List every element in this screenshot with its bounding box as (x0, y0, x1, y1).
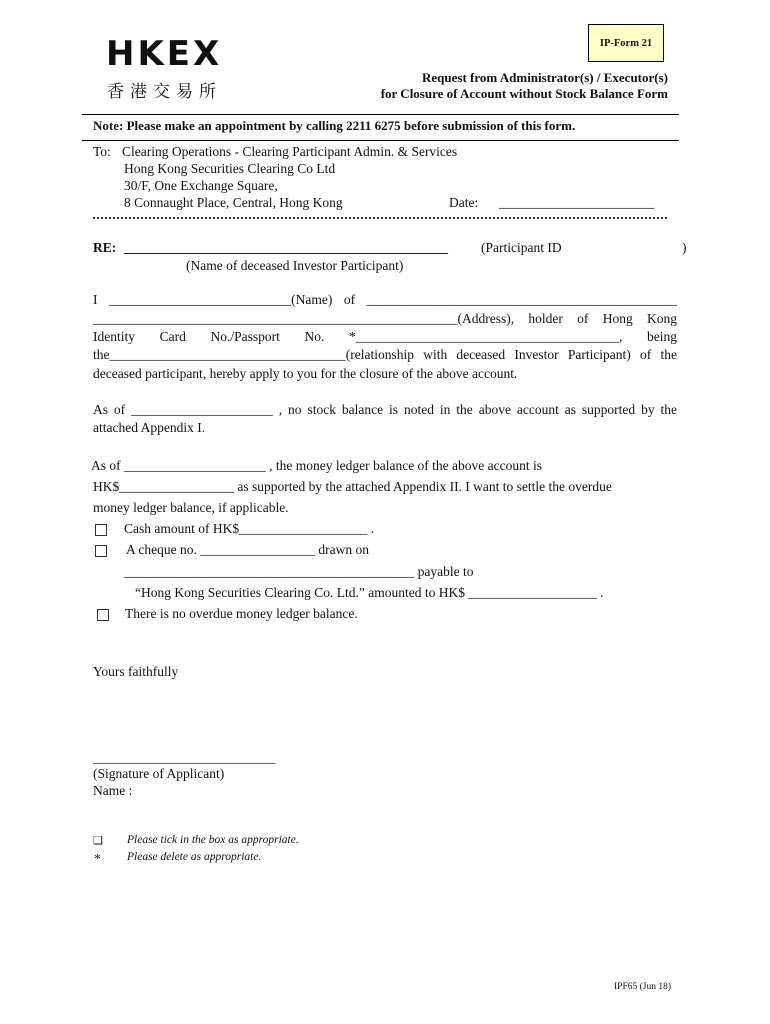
cash-option: Cash amount of HK$___________________ . (124, 521, 375, 536)
to-label: To: (93, 144, 111, 159)
signature-line[interactable]: ___________________________ (93, 750, 276, 765)
cheque-payable-line: ___________________________________________ payable to (124, 564, 474, 579)
form-code: IP-Form 21 (599, 37, 653, 49)
no-overdue-option: There is no overdue money ledger balance. (125, 606, 358, 621)
address-line3: 30/F, One Exchange Square, (124, 178, 278, 193)
money-ledger-line2: HK$_________________ as supported by the attached Appendix II. I want to settle the overdue (93, 479, 612, 494)
form-title-line2: for Closure of Account without Stock Balance Form (380, 86, 668, 101)
form-title-line1: Request from Administrator(s) / Executor(s) (422, 70, 668, 85)
deceased-name-field[interactable]: ________________________________________________ (124, 240, 448, 255)
stock-balance-line1: As of _____________________ , no stock balance is noted in the above account as supported by the (93, 402, 677, 417)
cheque-option: A cheque no. _________________ drawn on (126, 542, 369, 557)
hkex-logo-chinese: 香港交易所 (107, 82, 222, 102)
hkex-logo: HKEX (106, 34, 223, 74)
date-label: Date: (449, 195, 479, 210)
cheque-checkbox[interactable] (95, 545, 107, 557)
note-bottom-rule (82, 140, 679, 141)
tick-footnote-symbol: ❑ (93, 835, 103, 847)
star-footnote-symbol: * (94, 851, 101, 866)
name-label: Name : (93, 783, 133, 798)
re-sublabel: (Name of deceased Investor Participant) (186, 258, 404, 273)
body-line1: I ___________________________(Name) of ______________________________________________ (93, 292, 677, 307)
signature-label: (Signature of Applicant) (93, 766, 225, 781)
address-line4: 8 Connaught Place, Central, Hong Kong (124, 195, 343, 210)
re-label: RE: (93, 240, 117, 255)
top-rule (82, 114, 679, 115)
participant-id-close: ) (682, 240, 687, 255)
stock-balance-line2: attached Appendix I. (93, 420, 206, 435)
appointment-note: Note: Please make an appointment by calling 2211 6275 before submission of this form. (93, 118, 576, 133)
cheque-amount-line: “Hong Kong Securities Clearing Co. Ltd.” amounted to HK$ ___________________ . (135, 585, 604, 600)
address-line1: Clearing Operations - Clearing Participant Admin. & Services (122, 144, 458, 159)
form-code-box (588, 24, 664, 62)
tick-footnote-text: Please tick in the box as appropriate. (127, 834, 299, 846)
body-line2: ______________________________________________________(Address), holder of Hong Kong (93, 311, 677, 326)
cash-checkbox[interactable] (95, 524, 107, 536)
address-line2: Hong Kong Securities Clearing Co Ltd (124, 161, 336, 176)
body-line3: Identity Card No./Passport No. *_______________________________________, being (93, 329, 677, 344)
star-footnote-text: Please delete as appropriate. (127, 851, 262, 863)
body-line5: deceased participant, hereby apply to you for the closure of the above account. (93, 366, 518, 381)
participant-id-label: (Participant ID (481, 240, 562, 255)
date-field[interactable]: _______________________ (499, 195, 655, 210)
footer-form-code: IPF65 (Jun 18) (614, 982, 672, 992)
body-line4: the___________________________________(relationship with deceased Investor Participant) of the (93, 347, 677, 362)
money-ledger-line1: As of _____________________ , the money ledger balance of the above account is (91, 458, 543, 473)
no-overdue-checkbox[interactable] (97, 609, 109, 621)
yours-faithfully: Yours faithfully (93, 664, 179, 679)
dotted-separator (93, 217, 667, 219)
money-ledger-line3: money ledger balance, if applicable. (93, 500, 289, 515)
